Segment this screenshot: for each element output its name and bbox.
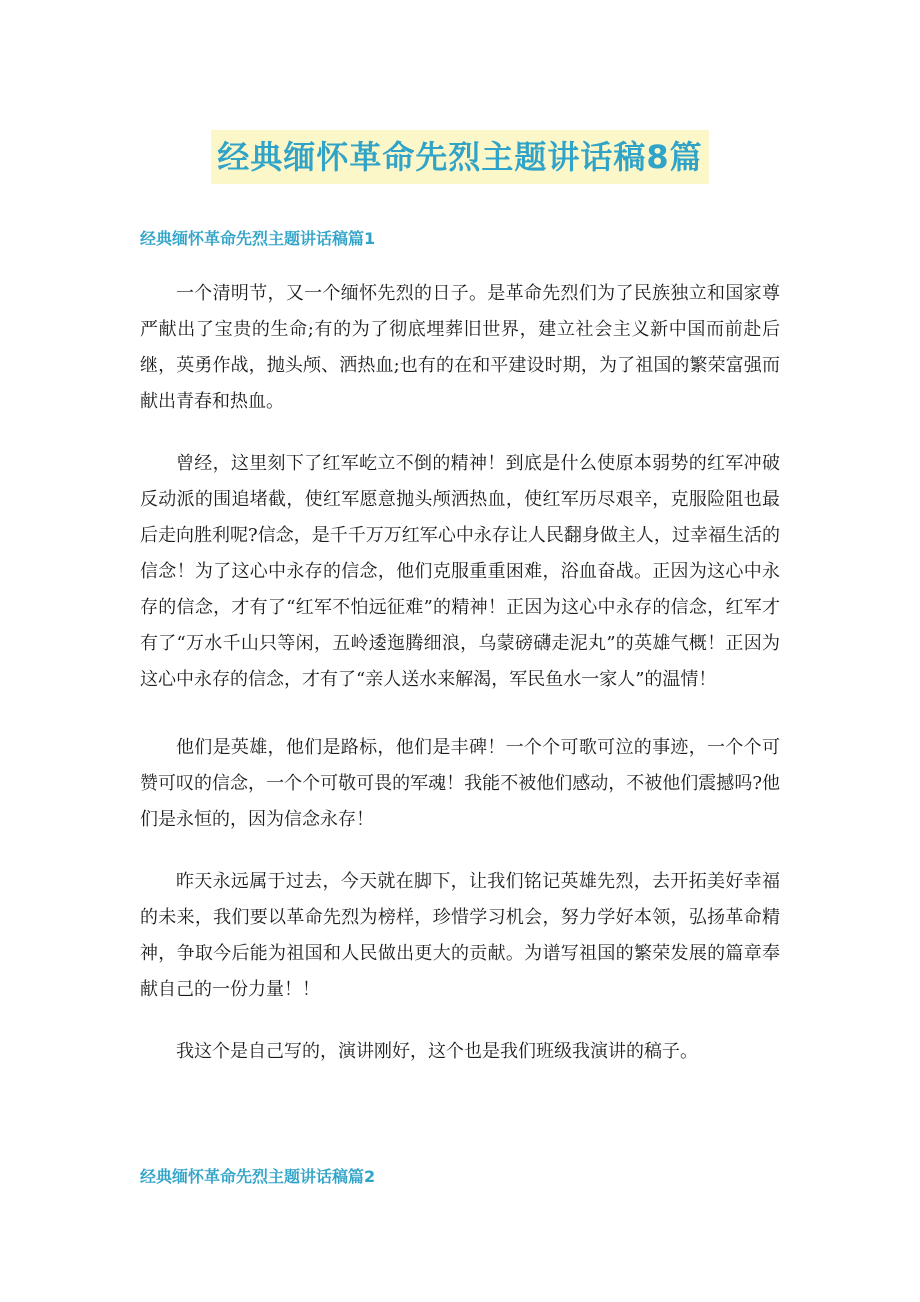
paragraph-2: 曾经，这里刻下了红军屹立不倒的精神！到底是什么使原本弱势的红军冲破反动派的围追堵截，使红军愿意抛头颅洒热血，使红军历尽艰辛，克服险阻也最后走向胜利呢?信念，是千千万万红军心中永存让人民翻身做主人，过幸福生活的信念！为了这心中永存的信念，他们克服重重困难，浴血奋战。正因为这心中永存的信念，才有了“红军不怕远征难”的精神！正因为这心中永存的信念，红军才有了“万水千山只等闲，五岭逶迤腾细浪，乌蒙磅礴走泥丸”的英雄气概！正因为这心中永存的信念，才有了“亲人送水来解渴，军民鱼水一家人”的温情！ xyxy=(140,453,780,690)
title-container xyxy=(0,130,920,184)
section-heading-1: 经典缅怀革命先烈主题讲话稿篇1 xyxy=(140,229,376,248)
section-heading-2: 经典缅怀革命先烈主题讲话稿篇2 xyxy=(140,1167,376,1186)
paragraph-4: 昨天永远属于过去，今天就在脚下，让我们铭记英雄先烈，去开拓美好幸福的未来，我们要以革命先烈为榜样，珍惜学习机会，努力学好本领，弘扬革命精神，争取今后能为祖国和人民做出更大的贡献。为谱写祖国的繁荣发展的篇章奉献自己的一份力量！！ xyxy=(140,871,780,1000)
paragraph-5: 我这个是自己写的，演讲刚好，这个也是我们班级我演讲的稿子。 xyxy=(176,1041,698,1062)
paragraph-1: 一个清明节，又一个缅怀先烈的日子。是革命先烈们为了民族独立和国家尊严献出了宝贵的生命;有的为了彻底埋葬旧世界，建立社会主义新中国而前赴后继，英勇作战，抛头颅、洒热血;也有的在和平建设时期，为了祖国的繁荣富强而献出青春和热血。 xyxy=(140,283,780,412)
paragraph-3: 他们是英雄，他们是路标，他们是丰碑！一个个可歌可泣的事迹，一个个可赞可叹的信念，一个个可敬可畏的军魂！我能不被他们感动，不被他们震撼吗?他们是永恒的，因为信念永存！ xyxy=(140,737,780,830)
document-title: 经典缅怀革命先烈主题讲话稿8篇 xyxy=(211,130,708,184)
